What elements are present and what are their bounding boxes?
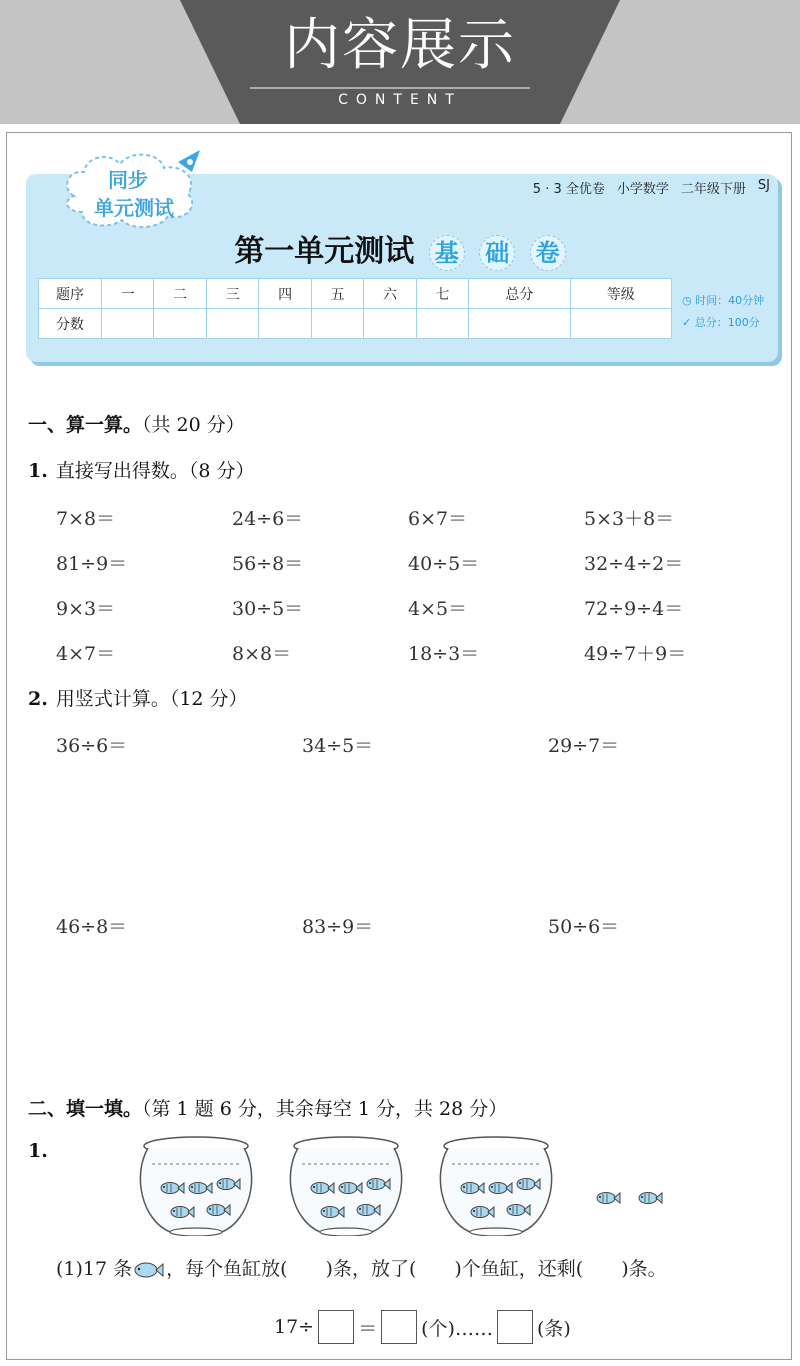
answer-box-quotient[interactable]: [381, 1310, 417, 1344]
section-1-heading: [28, 410, 245, 437]
score-cell[interactable]: [154, 309, 206, 339]
clock-icon: ◷: [682, 294, 692, 307]
unit-title: [0, 226, 800, 271]
eq-dividend: 17÷: [274, 1316, 315, 1338]
score-cell[interactable]: [259, 309, 311, 339]
score-cell[interactable]: [416, 309, 468, 339]
fish-icon: [134, 1260, 164, 1280]
fill-question-1-1: [56, 1254, 667, 1281]
question-number: 2.: [28, 688, 48, 710]
expression: 18÷3＝: [408, 643, 480, 665]
expression: 34÷5＝: [302, 735, 374, 757]
badge-juan: 卷: [530, 235, 566, 271]
section-2-heading: [28, 1094, 507, 1121]
question-number: 1.: [28, 460, 48, 482]
score-cell[interactable]: [469, 309, 570, 339]
badge-chu: 础: [479, 235, 515, 271]
expression: 5×3＋8＝: [584, 508, 675, 530]
fill-text-end: ，每个鱼缸放( )条，放了( )个鱼缸，还剩( )条。: [166, 1258, 667, 1280]
score-table-score-row: [39, 309, 672, 339]
cell-label: 题序: [39, 279, 102, 309]
cell-col3: 三: [206, 279, 258, 309]
expression: 40÷5＝: [408, 553, 480, 575]
expression: 36÷6＝: [56, 735, 128, 757]
time-text: 时间：40分钟: [695, 294, 765, 307]
meta-edition: SJ: [757, 178, 770, 193]
expression: 50÷6＝: [548, 916, 620, 938]
cell-col2: 二: [154, 279, 206, 309]
answer-box-divisor[interactable]: [318, 1310, 354, 1344]
check-icon: ✓: [682, 316, 692, 329]
eq-unit-1: (个)……: [421, 1317, 493, 1340]
side-info: [682, 290, 764, 334]
score-cell[interactable]: [102, 309, 154, 339]
cell-grade: 等级: [570, 279, 671, 309]
expression: 24÷6＝: [232, 508, 304, 530]
section-1-title: 一、算一算。: [28, 414, 143, 436]
badge-ji: 基: [429, 235, 465, 271]
meta-grade: 二年级下册: [680, 182, 746, 197]
question-2-1: [28, 1140, 56, 1162]
eq-equals: ＝: [358, 1317, 378, 1340]
question-number: 1.: [28, 1140, 48, 1162]
question-text: 直接写出得数。（8 分）: [55, 460, 255, 482]
section-2-note: （第 1 题 6 分，其余每空 1 分，共 28 分）: [142, 1098, 508, 1120]
expression: 49÷7＋9＝: [584, 643, 687, 665]
division-equation: [274, 1310, 571, 1344]
question-1-1: [28, 456, 254, 483]
score-table: [38, 278, 672, 339]
bubble-line1: 同步: [108, 168, 148, 192]
fish-tank-1: [140, 1137, 251, 1236]
fill-text-start: (1)17 条: [56, 1258, 133, 1280]
total-text: 总分：100分: [694, 316, 760, 329]
cell-col7: 七: [416, 279, 468, 309]
question-text: 用竖式计算。（12 分）: [55, 688, 248, 710]
expression: 46÷8＝: [56, 916, 128, 938]
score-cell[interactable]: [570, 309, 671, 339]
section-2-title: 二、填一填。: [28, 1098, 143, 1120]
fish-tank-3: [440, 1137, 551, 1236]
meta-subject: 小学数学: [616, 182, 669, 197]
expression: 4×5＝: [408, 598, 468, 620]
expression: 32÷4÷2＝: [584, 553, 684, 575]
expression: 8×8＝: [232, 643, 292, 665]
expression: 6×7＝: [408, 508, 468, 530]
expression: 4×7＝: [56, 643, 116, 665]
cell-total: 总分: [469, 279, 570, 309]
fish-tanks-illustration: [130, 1132, 690, 1236]
expression: 72÷9÷4＝: [584, 598, 684, 620]
unit-title-text: 第一单元测试: [234, 234, 415, 269]
expression: 30÷5＝: [232, 598, 304, 620]
expression: 81÷9＝: [56, 553, 128, 575]
book-meta: [470, 178, 770, 197]
expression: 29÷7＝: [548, 735, 620, 757]
expression: 56÷8＝: [232, 553, 304, 575]
score-table-header-row: [39, 279, 672, 309]
expression: 83÷9＝: [302, 916, 374, 938]
total-score: [682, 312, 764, 334]
cell-col5: 五: [311, 279, 363, 309]
answer-box-remainder[interactable]: [497, 1310, 533, 1344]
score-cell[interactable]: [206, 309, 258, 339]
fish-tank-2: [290, 1137, 401, 1236]
question-1-2: [28, 684, 248, 711]
meta-series: 5 · 3 全优卷: [532, 182, 605, 197]
bubble-line2: 单元测试: [94, 196, 174, 220]
top-banner: [0, 0, 800, 124]
leftover-fish-2: [639, 1193, 662, 1204]
cell-col6: 六: [364, 279, 416, 309]
score-cell[interactable]: [364, 309, 416, 339]
time-limit: [682, 290, 764, 312]
cell-col1: 一: [102, 279, 154, 309]
section-1-note: （共 20 分）: [142, 414, 245, 436]
expression: 7×8＝: [56, 508, 116, 530]
cell-col4: 四: [259, 279, 311, 309]
eq-unit-2: (条): [536, 1317, 571, 1340]
banner-title: 内容展示: [284, 13, 516, 78]
banner-subtitle: CONTENT: [338, 92, 462, 108]
expression: 9×3＝: [56, 598, 116, 620]
cell-score-label: 分数: [39, 309, 102, 339]
score-cell[interactable]: [311, 309, 363, 339]
leftover-fish-1: [597, 1193, 620, 1204]
